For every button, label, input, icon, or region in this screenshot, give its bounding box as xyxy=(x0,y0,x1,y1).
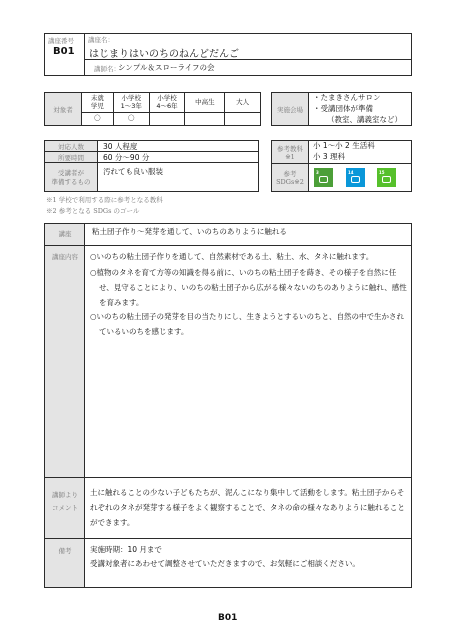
comment-label: 講師より コメント xyxy=(52,491,78,512)
row-divider xyxy=(45,477,411,478)
subject-line: 小 1〜小 2 生活科 xyxy=(313,141,375,150)
audience-mark xyxy=(185,113,225,126)
audience-secondary: 中高生 xyxy=(185,93,225,113)
content-item: ○いのちの粘土団子の発芽を目の当たりにし、生きようとするいのちと、自然の中で生かされているいのちを感じます。 xyxy=(90,312,405,336)
course-name-label: 講座名： xyxy=(88,36,114,44)
row-divider xyxy=(45,245,411,246)
course-code: B01 xyxy=(53,46,75,57)
capacity-label: 対応人数 xyxy=(45,141,98,152)
course-label: 講座 xyxy=(58,230,72,238)
audience-label: 対象者 xyxy=(44,92,82,126)
course-title: はじまりはいのちのねんどだんご xyxy=(89,49,239,60)
remarks-line: 実施時期：10 月まで xyxy=(90,545,162,554)
comment-text: 土に触れることの少ない子どもたちが、泥んこになり集中して活動をします。粘土団子からそれぞれのタネが発芽する様子をよく観察することで、タネの命の様々なありように触れることができます。 xyxy=(90,488,405,527)
audience-elem-lower: 小学校 1〜3年 xyxy=(113,93,149,113)
sdg-goal-14-icon: 14 xyxy=(346,168,365,187)
audience-preschool: 未就 学児 xyxy=(82,93,114,113)
footnote: ※2 参考となる SDGs のゴール xyxy=(46,207,140,215)
remarks-label: 備考 xyxy=(58,547,72,555)
sdg-goal-3-icon: 3 xyxy=(314,168,333,187)
details-divider xyxy=(98,151,259,152)
sdg-goal-15-icon: 15 xyxy=(377,168,396,187)
main-label-column xyxy=(45,224,85,587)
duration-label: 所要時間 xyxy=(45,152,98,163)
subjects-label: 参考教科 ※1 xyxy=(271,140,309,164)
audience-mark: 〇 xyxy=(113,113,149,126)
audience-elem-upper: 小学校 4〜6年 xyxy=(149,93,185,113)
course-summary: 粘土団子作り〜発芽を通して、いのちのありように触れる xyxy=(92,227,287,236)
prep-value: 汚れても良い服装 xyxy=(103,167,163,176)
footnote: ※1 学校で利用する際に参考となる教科 xyxy=(46,196,163,204)
header-code-divider xyxy=(84,33,85,76)
details-divider xyxy=(98,162,259,163)
audience-adult: 大人 xyxy=(225,93,261,113)
course-code-label: 講座番号 xyxy=(48,37,74,45)
instructor-name: シンプル＆スローライフの会 xyxy=(118,63,215,72)
instructor-label: 講師名： xyxy=(94,65,120,73)
sdgs-label: 参考 SDGs※2 xyxy=(271,163,309,192)
prep-label: 受講者が 準備するもの xyxy=(45,163,98,191)
audience-mark xyxy=(149,113,185,126)
content-label: 講座内容 xyxy=(52,253,78,261)
capacity-value: 30 人程度 xyxy=(103,142,138,151)
remarks-line: 受講対象者にあわせて調整させていただきますので、お気軽にご相談ください。 xyxy=(90,559,360,568)
audience-mark: 〇 xyxy=(82,113,114,126)
duration-value: 60 分〜90 分 xyxy=(103,153,150,162)
row-divider xyxy=(45,538,411,539)
venue-label: 実施会場 xyxy=(271,92,309,126)
content-item: ○植物のタネを育て方等の知識を得る前に、いのちの粘土団子を蒔き、その様子を自然に任せ、見守ることにより、いのちの粘土団子から広がる様々ないのちのありように触れ、感性を育みます。 xyxy=(90,268,407,307)
audience-table xyxy=(81,92,261,126)
subject-line: 小 3 理科 xyxy=(313,152,346,161)
venue-line: ・受講団体が準備 xyxy=(313,104,373,113)
audience-mark xyxy=(225,113,261,126)
content-item: ○いのちの粘土団子作りを通して、自然素材である土、粘土、水、タネに触れます。 xyxy=(90,252,374,261)
venue-line: ・たまきさんサロン xyxy=(313,93,381,102)
page-code: B01 xyxy=(218,613,238,623)
venue-line: （教室、講義室など） xyxy=(327,115,402,124)
